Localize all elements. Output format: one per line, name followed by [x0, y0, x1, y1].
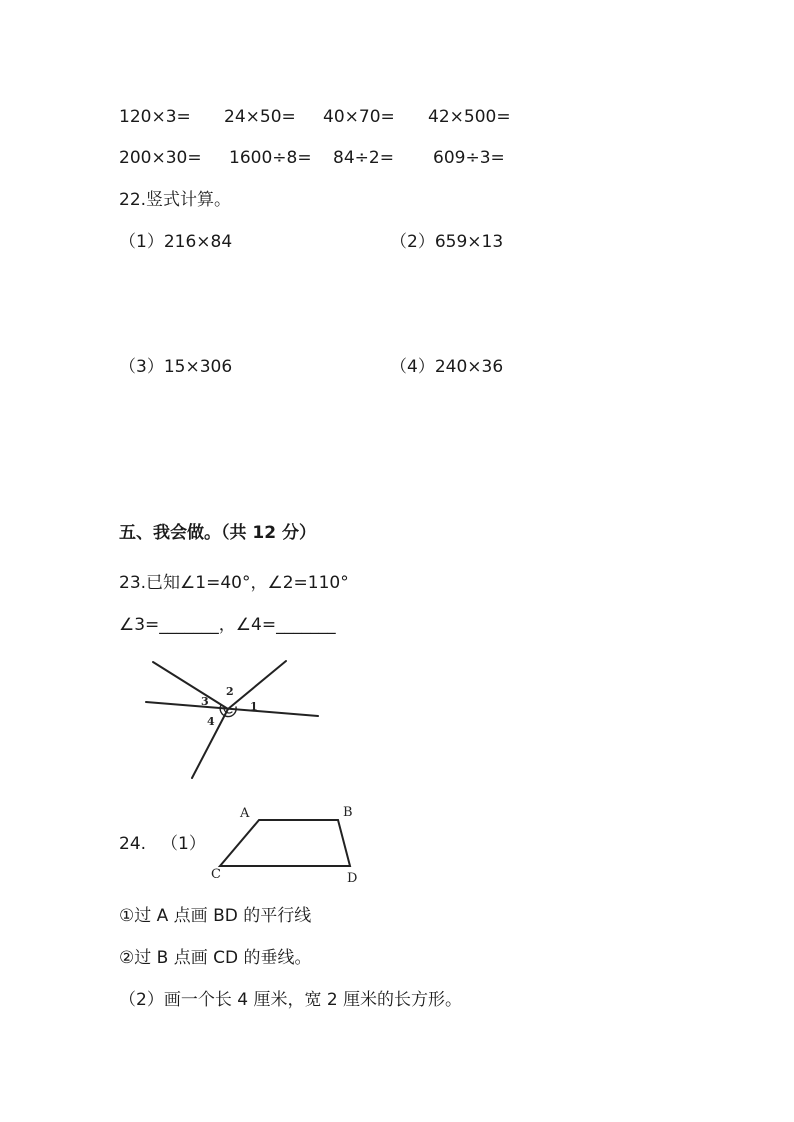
fig23-line-lower — [192, 709, 228, 778]
q24-task1: ①过 A 点画 BD 的平行线 — [119, 906, 312, 926]
fig23-label-3: 3 — [201, 695, 209, 708]
q24-part2: （2）画一个长 4 厘米，宽 2 厘米的长方形。 — [119, 990, 463, 1010]
fig23-angle-arc-outer — [220, 705, 236, 717]
fig23-label-1: 1 — [250, 700, 258, 713]
oral-calc-3: 40×70= — [323, 107, 395, 127]
q22-item-1: （1）216×84 — [119, 232, 233, 252]
fig24-trapezoid — [220, 820, 350, 866]
q22-title: 22.竖式计算。 — [119, 190, 232, 210]
fig23-line-upper-right — [228, 661, 286, 709]
oral-calc-8: 609÷3= — [433, 148, 505, 168]
fig24-label-D: D — [347, 871, 358, 886]
q23-ask: ∠3=_______，∠4=_______ — [119, 615, 336, 635]
q22-item-2: （2）659×13 — [390, 232, 504, 252]
oral-calc-2: 24×50= — [224, 107, 296, 127]
fig24-label-C: C — [211, 867, 221, 882]
oral-calc-4: 42×500= — [428, 107, 511, 127]
fig23-label-4: 4 — [207, 715, 215, 728]
fig23-line-upper-left — [153, 662, 228, 709]
q24-part1: （1） — [161, 834, 206, 854]
q23-given: 23.已知∠1=40°，∠2=110° — [119, 573, 349, 593]
oral-calc-6: 1600÷8= — [229, 148, 312, 168]
fig24-label-A: A — [240, 806, 250, 821]
q22-item-4: （4）240×36 — [390, 357, 504, 377]
q22-item-3: （3）15×306 — [119, 357, 233, 377]
fig23-angle-arc-inner — [224, 708, 232, 713]
fig23-line-horizontal — [146, 702, 318, 716]
q24-task2: ②过 B 点画 CD 的垂线。 — [119, 948, 312, 968]
oral-calc-7: 84÷2= — [333, 148, 394, 168]
fig24-label-B: B — [343, 805, 353, 820]
fig23-label-2: 2 — [226, 685, 234, 698]
oral-calc-1: 120×3= — [119, 107, 191, 127]
oral-calc-5: 200×30= — [119, 148, 202, 168]
section5-title: 五、我会做。（共 12 分） — [119, 523, 316, 543]
q24-number: 24. — [119, 834, 147, 854]
